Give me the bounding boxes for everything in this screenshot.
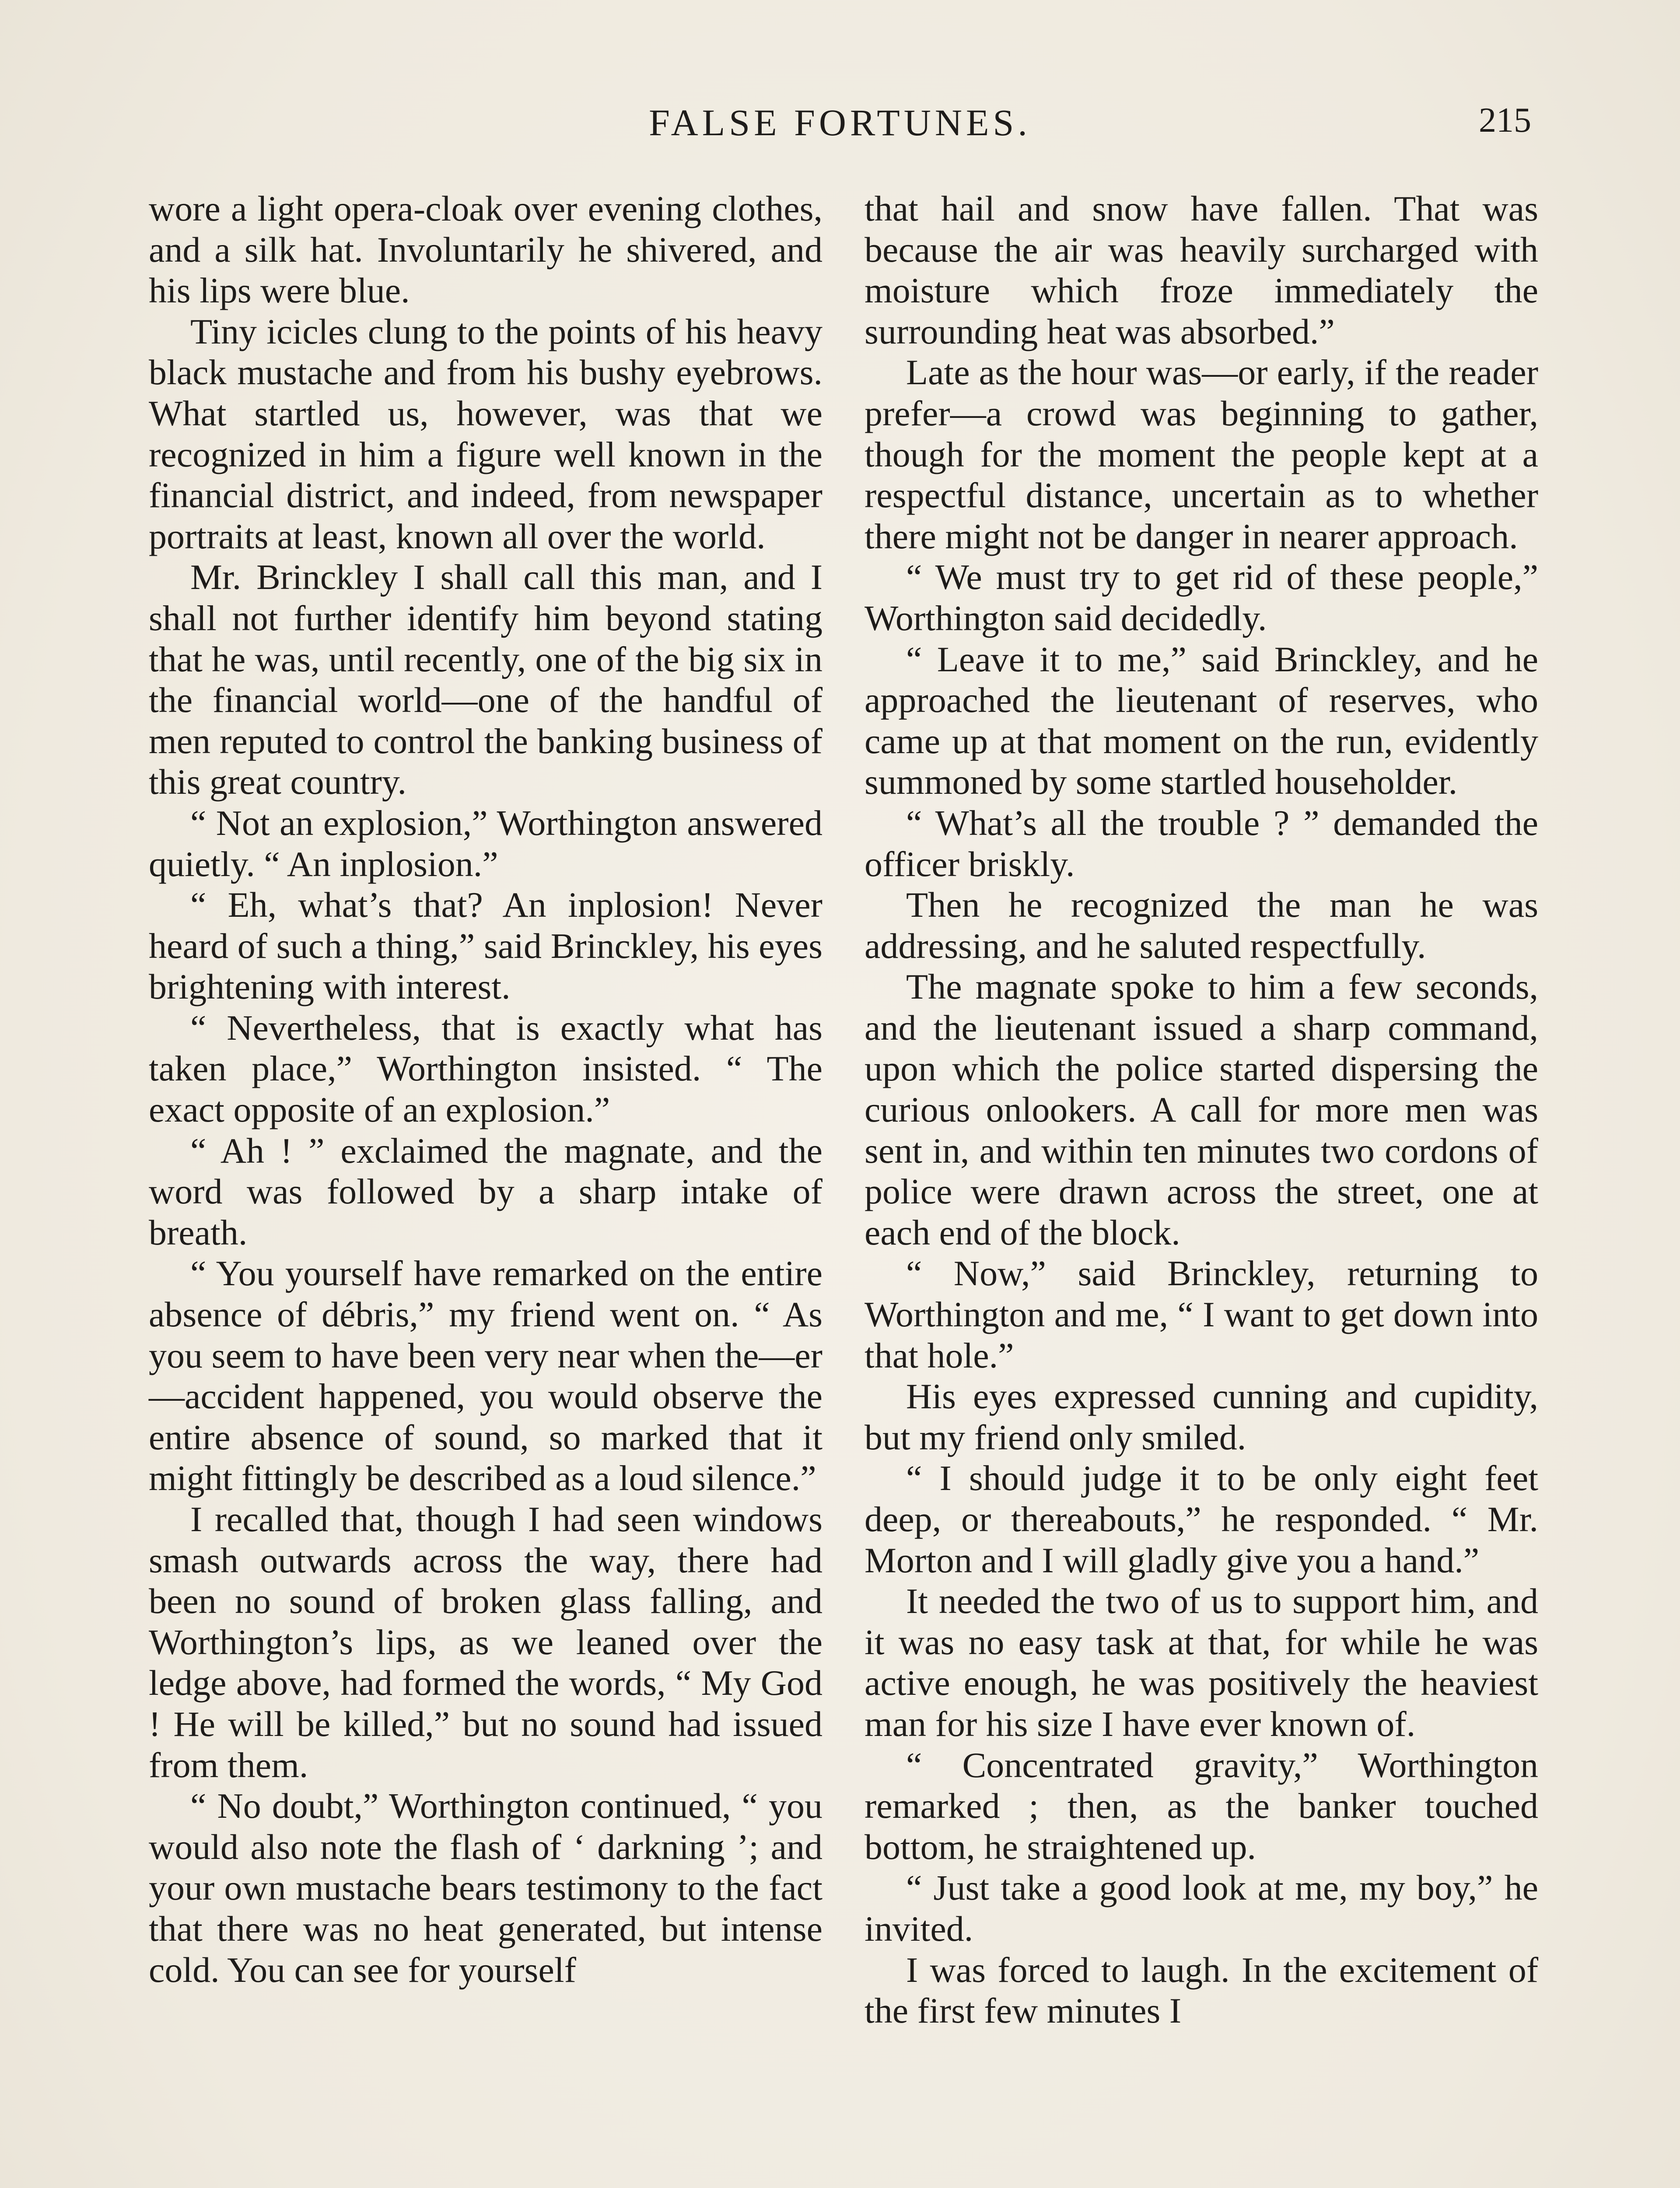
paragraph: “ Just take a good look at me, my boy,” he invited. (864, 1868, 1538, 1949)
paragraph: that hail and snow have fallen. That was because the air was heavily surcharged with moisture which froze immediately the surrounding heat was absorbed.” (864, 189, 1538, 351)
paragraph: “ We must try to get rid of these people,” Worthington said decidedly. (864, 557, 1538, 638)
paragraph: “ No doubt,” Worthington continued, “ you would also note the flash of ‘ darkning ’; and your own mustache bears testimony to the fact that there was no heat generated, but intense cold. You can see for yourself (149, 1786, 822, 1990)
paragraph: Late as the hour was—or early, if the reader prefer—a crowd was beginning to gather, though for the moment the people kept at a respectful distance, uncertain as to whether there might not be danger in nearer approach. (864, 352, 1538, 556)
page-header (149, 101, 1531, 158)
paragraph: “ Concentrated gravity,” Worthington remarked ; then, as the banker touched bottom, he straightened up. (864, 1745, 1538, 1867)
paragraph: The magnate spoke to him a few seconds, and the lieutenant issued a sharp command, upon which the police started dispersing the curious onlookers. A call for more men was sent in, and within ten minutes two cordons of police were drawn across the street, one at each end of the block. (864, 967, 1538, 1252)
paragraph: I recalled that, though I had seen windows smash outwards across the way, there had been no sound of broken glass falling, and Worthington’s lips, as we leaned over the ledge above, had formed the words, “ My God ! He will be killed,” but no sound had issued from them. (149, 1499, 822, 1785)
paragraph: “ Ah ! ” exclaimed the magnate, and the word was followed by a sharp intake of breath. (149, 1130, 822, 1252)
paragraph: “ You yourself have remarked on the entire absence of débris,” my friend went on. “ As you seem to have been very near when the—er—accident happened, you would observe the entire absence of sound, so marked that it might fittingly be described as a loud silence.” (149, 1253, 822, 1498)
paragraph: His eyes expressed cunning and cupidity, but my friend only smiled. (864, 1376, 1538, 1457)
paragraph: “ Not an explosion,” Worthington answered quietly. “ An inplosion.” (149, 803, 822, 884)
paragraph: Mr. Brinckley I shall call this man, and I shall not further identify him beyond stating that he was, until recently, one of the big six in the financial world—one of the handful of men reputed to control the banking business of this great country. (149, 557, 822, 802)
right-column (864, 188, 1538, 2031)
running-title: FALSE FORTUNES. (649, 102, 1031, 144)
paragraph: “ What’s all the trouble ? ” demanded the officer briskly. (864, 803, 1538, 884)
paragraph: “ Nevertheless, that is exactly what has taken place,” Worthington insisted. “ The exact opposite of an explosion.” (149, 1007, 822, 1130)
page-number: 215 (1479, 101, 1531, 140)
left-column (149, 188, 822, 1990)
paragraph: Tiny icicles clung to the points of his heavy black mustache and from his bushy eyebrows. What startled us, however, was that we recognized in him a figure well known in the financial district, and indeed, from newspaper portraits at least, known all over the world. (149, 311, 822, 556)
paragraph: wore a light opera-cloak over evening clothes, and a silk hat. Involuntarily he shivered, and his lips were blue. (149, 189, 822, 311)
paragraph: “ Eh, what’s that? An inplosion! Never heard of such a thing,” said Brinckley, his eyes brightening with interest. (149, 885, 822, 1007)
paragraph: It needed the two of us to support him, and it was no easy task at that, for while he was active enough, he was positively the heaviest man for his size I have ever known of. (864, 1581, 1538, 1744)
paragraph: Then he recognized the man he was addressing, and he saluted respectfully. (864, 885, 1538, 966)
paragraph: “ Leave it to me,” said Brinckley, and he approached the lieutenant of reserves, who came up at that moment on the run, evidently summoned by some startled householder. (864, 639, 1538, 802)
paragraph: I was forced to laugh. In the excitement of the first few minutes I (864, 1950, 1538, 2031)
paragraph: “ Now,” said Brinckley, returning to Worthington and me, “ I want to get down into that hole.” (864, 1253, 1538, 1375)
paragraph: “ I should judge it to be only eight feet deep, or thereabouts,” he responded. “ Mr. Morton and I will gladly give you a hand.” (864, 1458, 1538, 1580)
